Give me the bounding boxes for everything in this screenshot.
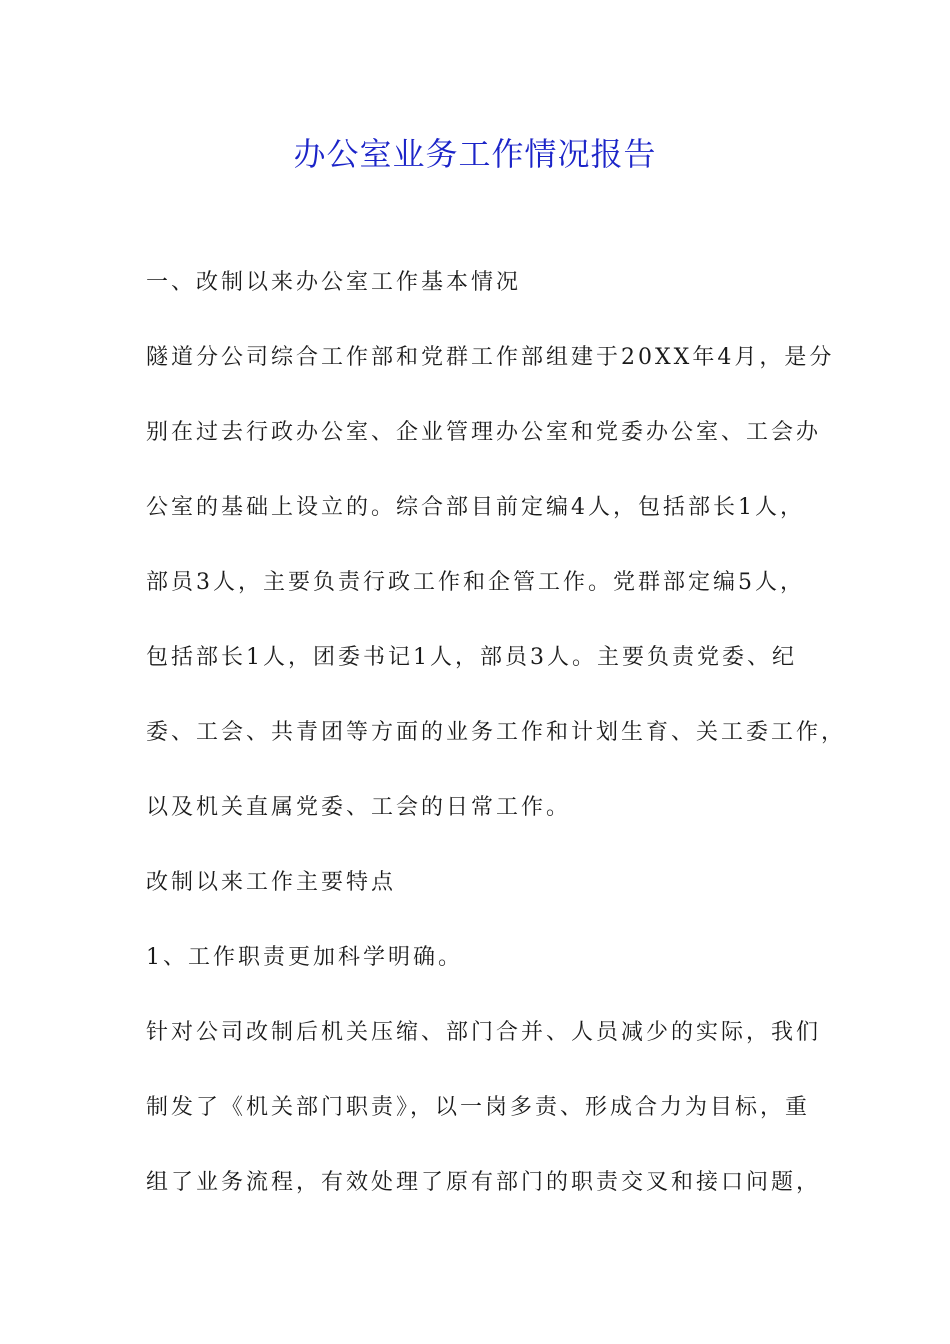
paragraph-line: 隧道分公司综合工作部和党群工作部组建于20XX年4月，是分 <box>146 345 835 370</box>
section-heading: 一、改制以来办公室工作基本情况 <box>146 270 522 295</box>
paragraph-line: 针对公司改制后机关压缩、部门合并、人员减少的实际，我们 <box>146 1020 822 1045</box>
document-title: 办公室业务工作情况报告 <box>293 135 657 173</box>
paragraph-line: 部员3人，主要负责行政工作和企管工作。党群部定编5人， <box>146 570 805 595</box>
paragraph-line: 以及机关直属党委、工会的日常工作。 <box>146 795 572 820</box>
subsection-heading: 1、工作职责更加科学明确。 <box>146 945 463 970</box>
paragraph-line: 别在过去行政办公室、企业管理办公室和党委办公室、工会办 <box>146 420 822 445</box>
paragraph-line: 委、工会、共青团等方面的业务工作和计划生育、关工委工作， <box>146 720 847 745</box>
paragraph-line: 包括部长1人，团委书记1人，部员3人。主要负责党委、纪 <box>146 645 797 670</box>
section-heading: 改制以来工作主要特点 <box>146 870 397 895</box>
paragraph-line: 公室的基础上设立的。综合部目前定编4人，包括部长1人， <box>146 495 805 520</box>
paragraph-line: 组了业务流程，有效处理了原有部门的职责交叉和接口问题， <box>146 1170 822 1195</box>
paragraph-line: 制发了《机关部门职责》，以一岗多责、形成合力为目标，重 <box>146 1095 811 1120</box>
